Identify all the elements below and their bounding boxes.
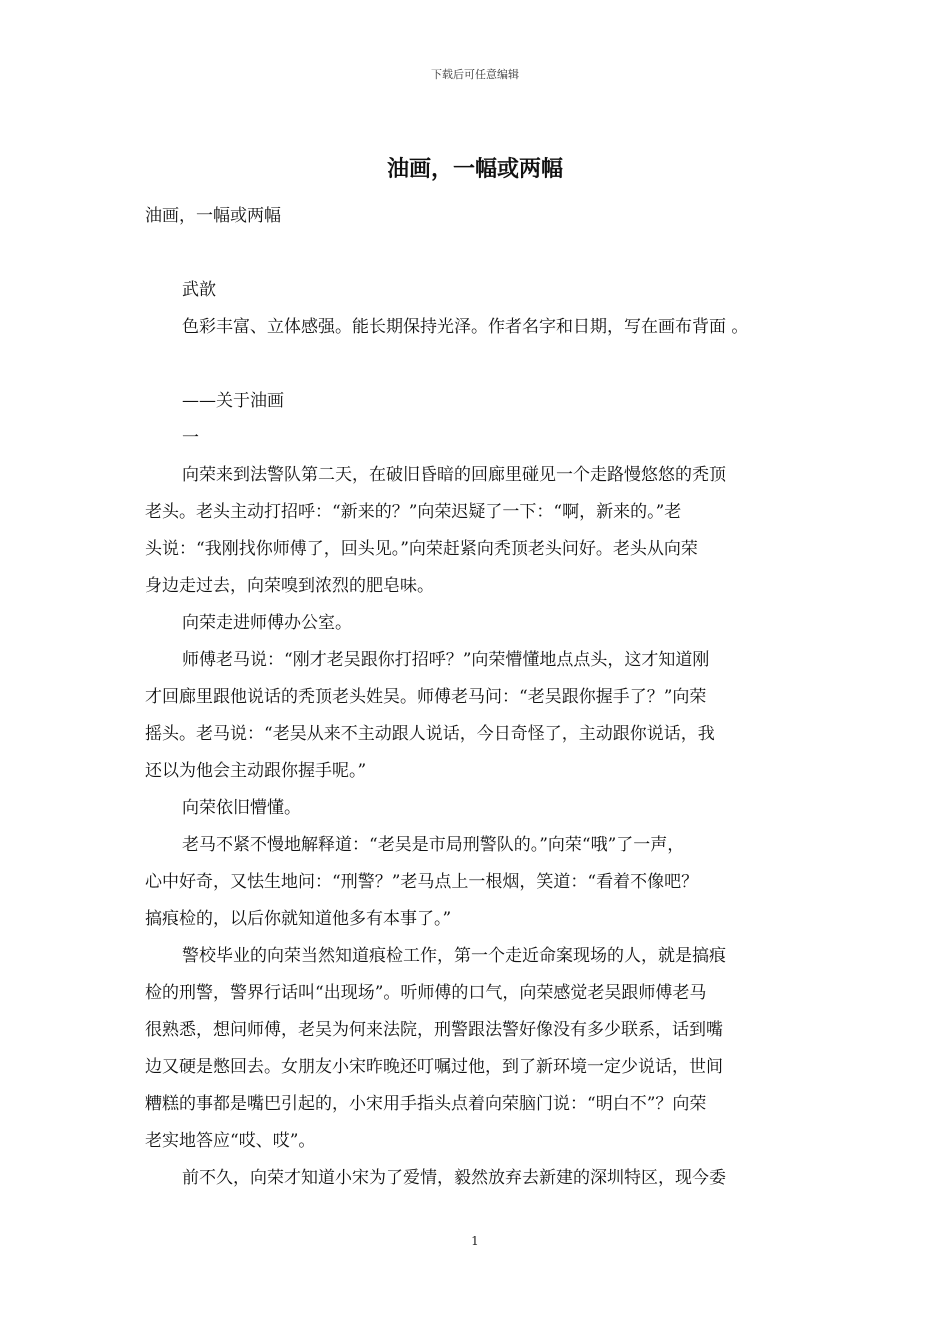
- paragraph-line: 老马不紧不慢地解释道：“老吴是市局刑警队的。”向荣“哦”了一声，: [182, 835, 685, 855]
- paragraph-line: 很熟悉，想问师傅，老吴为何来法院，刑警跟法警好像没有多少联系，话到嘴: [145, 1020, 723, 1040]
- paragraph: [145, 605, 809, 642]
- paragraph: [145, 1160, 809, 1197]
- page-number: 1: [471, 1234, 479, 1248]
- paragraph-line: 向荣走进师傅办公室。: [182, 613, 352, 633]
- blank-line: [145, 235, 809, 272]
- paragraph-line: 糟糕的事都是嘴巴引起的，小宋用手指头点着向荣脑门说：“明白不”？向荣: [145, 1094, 707, 1114]
- paragraph: [145, 790, 809, 827]
- paragraph-line: 师傅老马说：“刚才老吴跟你打招呼？”向荣懵懂地点点头，这才知道刚: [182, 650, 710, 670]
- paragraph-line: 向荣依旧懵懂。: [182, 798, 301, 818]
- paragraph-line: 警校毕业的向荣当然知道痕检工作，第一个走近命案现场的人，就是搞痕: [182, 946, 726, 966]
- paragraph-line: 老头。老头主动打招呼：“新来的？”向荣迟疑了一下：“啊，新来的。”老: [145, 502, 682, 522]
- author-name: 武歆: [182, 280, 216, 300]
- epigraph: 色彩丰富、立体感强。能长期保持光泽。作者名字和日期，写在画布背面 。: [182, 317, 749, 337]
- paragraph-line: 才回廊里跟他说话的秃顶老头姓吴。师傅老马问：“老吴跟你握手了？”向荣: [145, 687, 707, 707]
- paragraph-line: 心中好奇，又怯生地问：“刑警？”老马点上一根烟，笑道：“看着不像吧？: [145, 872, 699, 892]
- paragraph: [145, 827, 809, 938]
- paragraph-line: 边又硬是憋回去。女朋友小宋昨晚还叮嘱过他，到了新环境一定少说话，世间: [145, 1057, 723, 1077]
- paragraph-line: 老实地答应“哎、哎”。: [145, 1131, 316, 1151]
- paragraph-line: 前不久，向荣才知道小宋为了爱情，毅然放弃去新建的深圳特区，现今委: [182, 1168, 726, 1188]
- epigraph-source: ——关于油画: [182, 391, 284, 411]
- subtitle: 油画，一幅或两幅: [145, 206, 281, 226]
- page-header: 下载后可任意编辑: [431, 68, 519, 81]
- paragraph: [145, 938, 809, 1160]
- paragraph-line: 搞痕检的，以后你就知道他多有本事了。”: [145, 909, 452, 929]
- paragraph-line: 头说：“我刚找你师傅了，回头见。”向荣赶紧向秃顶老头问好。老头从向荣: [145, 539, 698, 559]
- paragraph: [145, 457, 809, 605]
- blank-line: [145, 346, 809, 383]
- section-number: 一: [182, 428, 199, 448]
- document-title: 油画，一幅或两幅: [386, 156, 563, 182]
- paragraph-line: 向荣来到法警队第二天，在破旧昏暗的回廊里碰见一个走路慢悠悠的秃顶: [182, 465, 726, 485]
- document-body: [145, 198, 809, 1197]
- paragraph-line: 检的刑警，警界行话叫“出现场”。听师傅的口气，向荣感觉老吴跟师傅老马: [145, 983, 707, 1003]
- paragraph: [145, 642, 809, 790]
- paragraph-line: 还以为他会主动跟你握手呢。”: [145, 761, 367, 781]
- paragraph-line: 身边走过去，向荣嗅到浓烈的肥皂味。: [145, 576, 434, 596]
- paragraph-line: 摇头。老马说：“老吴从来不主动跟人说话，今日奇怪了，主动跟你说话，我: [145, 724, 715, 744]
